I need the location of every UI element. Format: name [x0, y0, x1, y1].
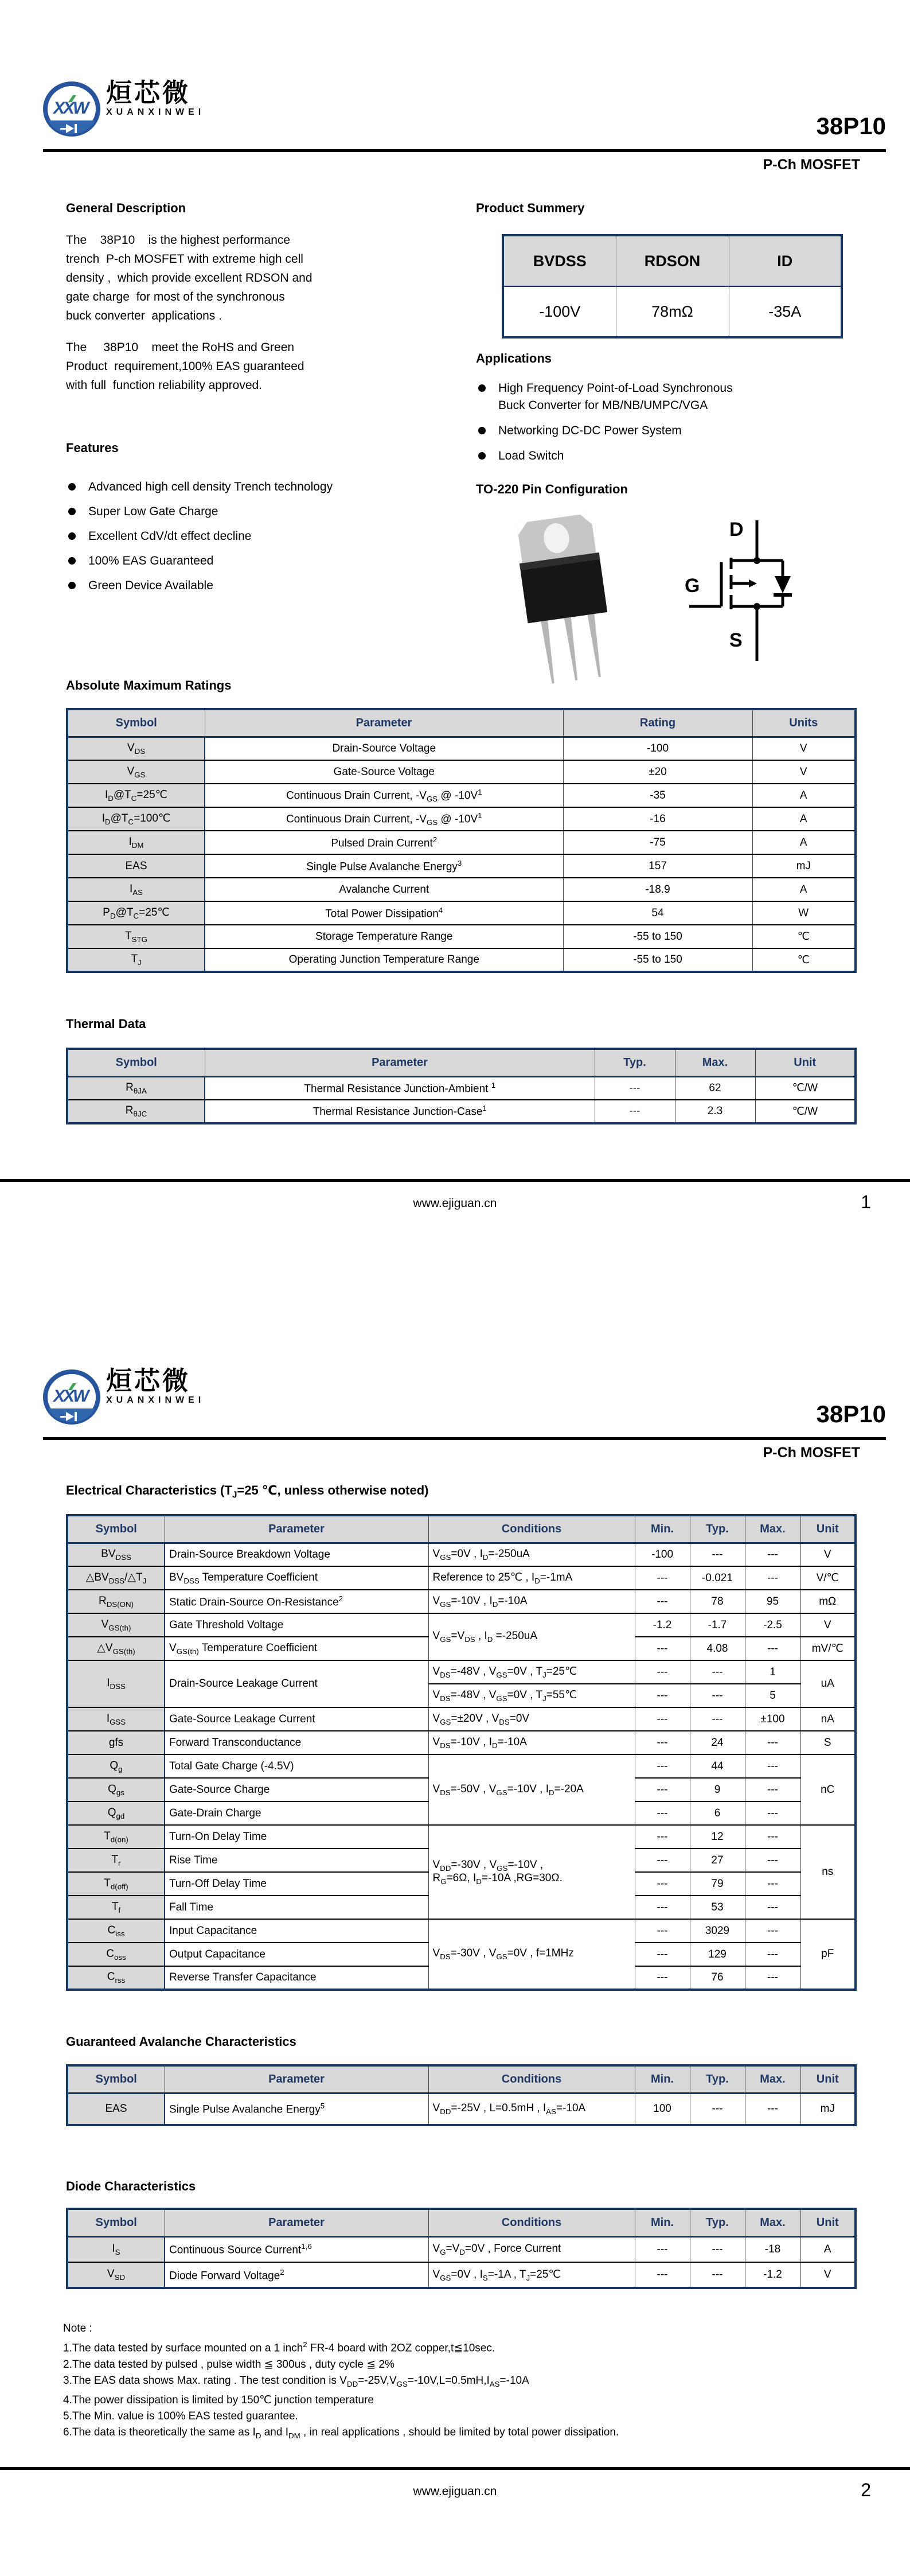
product-summary-table	[502, 234, 843, 338]
features-list	[66, 478, 413, 594]
table-header-row: Symbol Parameter Conditions Min. Typ. Max. Unit	[67, 2065, 856, 2093]
feature-item: Green Device Available	[66, 577, 413, 594]
bullet-icon	[68, 532, 76, 540]
right-column	[476, 201, 877, 667]
notes-section	[63, 2321, 877, 2443]
footer-website: www.ejiguan.cn	[413, 1197, 497, 1210]
bullet-icon	[478, 384, 486, 392]
psum-header-rdson: RDSON	[616, 235, 729, 286]
psum-header-bvdss: BVDSS	[503, 235, 616, 286]
table-row: $R_{DS(ON)}$ Static Drain-Source On-Resistance$^2$ $V_{GS}=-10V$ , $I_D=-10A$ --- 78 95 mΩ	[67, 1590, 856, 1613]
table-row: $\triangle BV_{DSS}/\triangle T_J$ $BV_{DSS}$ Temperature Coefficient Reference to 25℃ , $I_D=-1mA$ --- -0.021 --- V/℃	[67, 1566, 856, 1590]
page-2	[0, 1288, 910, 2576]
table-row: $V_{GS(th)}$ Gate Threshold Voltage $V_{GS}=V_{DS}$ , $I_D =-250uA$ -1.2 -1.7 -2.5 V	[67, 1613, 856, 1637]
table-row: gfs Forward Transconductance $V_{DS}=-10V$ , $I_D=-10A$ --- 24 --- S	[67, 1731, 856, 1754]
device-type: P-Ch MOSFET	[763, 1445, 860, 1461]
bullet-icon	[68, 508, 76, 515]
bullet-icon	[478, 452, 486, 460]
diode-title: Diode Characteristics	[66, 2179, 196, 2194]
table-row: $I_{DSS}$ Drain-Source Leakage Current $V_{DS}=-48V$ , $V_{GS}=0V$ , $T_J=25℃$ --- --- 1 uA	[67, 1660, 856, 1684]
table-row: $T_{STG}$ Storage Temperature Range -55 to 150 ℃	[67, 925, 856, 948]
brand-logo-icon	[43, 1367, 100, 1431]
psum-header-id: ID	[729, 235, 842, 286]
table-row: EAS Single Pulse Avalanche Energy$^5$ $V_{DD}=-25V$ , L=0.5mH , $I_{AS}=-10A$ 100 --- --- mJ	[67, 2093, 856, 2125]
application-item: High Frequency Point-of-Load Synchronous Buck Converter for MB/NB/UMPC/VGA	[476, 380, 877, 414]
bullet-icon	[478, 427, 486, 434]
note-item: 5.The Min. value is 100% EAS tested guarantee.	[63, 2410, 298, 2422]
applications-list	[476, 380, 877, 465]
bullet-icon	[68, 483, 76, 491]
page-number: 2	[861, 2480, 871, 2500]
table-row: $V_{DS}$ Drain-Source Voltage -100 V	[67, 737, 856, 760]
brand-logo-icon	[43, 79, 100, 143]
page-number: 1	[861, 1192, 871, 1212]
brand-name-en: XUANXINWEI	[106, 1395, 205, 1406]
abs-max-table	[66, 708, 857, 973]
table-row: $I_S$ Continuous Source Current$^{1,6}$ $V_G=V_D=0V$ , Force Current --- --- -18 A	[67, 2236, 856, 2262]
table-row: $BV_{DSS}$ Drain-Source Breakdown Voltage $V_{GS}=0V$ , $I_D=-250uA$ -100 --- --- V	[67, 1543, 856, 1566]
brand-name-cn: 烜芯微	[106, 78, 191, 107]
note-item: 6.The data is theoretically the same as $I_D$ and $I_{DM}$ , in real applications , should be limited by total power dissipation.	[63, 2426, 619, 2440]
avalanche-table	[66, 2064, 857, 2126]
logo-mark-text: XXW	[53, 1387, 88, 1406]
part-number: 38P10	[816, 112, 886, 139]
note-item: 3.The EAS data shows Max. rating . The test condition is $V_{DD}=-25V,V_{GS}=-10V,L=0.5mH,I_{AS}=-10A$	[63, 2374, 529, 2388]
table-header-row: Symbol Parameter Conditions Min. Typ. Max. Unit	[67, 2209, 856, 2236]
brand-name-en: XUANXINWEI	[106, 107, 205, 118]
table-row: $V_{DS}=-48V$ , $V_{GS}=0V$ , $T_J=55℃$ --- --- 5	[67, 1684, 856, 1707]
note-item: 1.The data tested by surface mounted on a 1 inch$^2$ FR-4 board with 2OZ copper,t≦10sec.	[63, 2340, 495, 2355]
table-header-row: Symbol Parameter Typ. Max. Unit	[67, 1049, 856, 1076]
table-row: $R_{\theta JC}$ Thermal Resistance Junction-Case$^1$ --- 2.3 ℃/W	[67, 1100, 856, 1123]
pin-config-title: TO-220 Pin Configuration	[476, 482, 628, 496]
left-column	[66, 201, 413, 667]
table-row: $I_{DM}$ Pulsed Drain Current$^2$ -75 A	[67, 831, 856, 854]
brand-logo	[43, 1367, 205, 1431]
application-item: Load Switch	[476, 448, 877, 465]
table-row: $V_{GS}$ Gate-Source Voltage ±20 V	[67, 760, 856, 784]
table-row: $T_f$ Fall Time --- 53 ---	[67, 1896, 856, 1919]
table-row: $Q_{gd}$ Gate-Drain Charge --- 6 ---	[67, 1801, 856, 1825]
table-row: $\triangle V_{GS(th)}$ $V_{GS(th)}$ Temperature Coefficient --- 4.08 --- mV/℃	[67, 1637, 856, 1660]
table-row: $C_{oss}$ Output Capacitance --- 129 ---	[67, 1943, 856, 1966]
table-row: $T_{d(on)}$ Turn-On Delay Time $V_{DD}=-30V$ , $V_{GS}=-10V$ , $R_G=6\Omega$, $I_D=-10A$ ,RG=30Ω. --- 12 --- ns	[67, 1825, 856, 1849]
pin-config-figure	[476, 512, 877, 667]
page2-header	[0, 1288, 910, 1461]
table-row: $Q_{gs}$ Gate-Source Charge --- 9 ---	[67, 1778, 856, 1801]
table-row: $C_{iss}$ Input Capacitance $V_{DS}=-30V$ , $V_{GS}=0V$ , f=1MHz --- 3029 --- pF	[67, 1919, 856, 1943]
page1-footer	[0, 1179, 910, 1211]
thermal-title: Thermal Data	[66, 1017, 146, 1031]
part-number: 38P10	[816, 1400, 886, 1427]
table-row: $I_{AS}$ Avalanche Current -18.9 A	[67, 878, 856, 901]
application-item: Networking DC-DC Power System	[476, 422, 877, 439]
logo-mark-text: XXW	[53, 99, 88, 118]
footer-rule	[0, 2467, 910, 2470]
mosfet-symbol-icon	[677, 512, 814, 672]
device-type: P-Ch MOSFET	[763, 157, 860, 173]
psum-value-id: -35A	[729, 286, 842, 337]
pin-label-g: G	[685, 575, 700, 597]
feature-item: Super Low Gate Charge	[66, 503, 413, 520]
abs-max-title: Absolute Maximum Ratings	[66, 678, 232, 692]
table-row: $I_D@T_C=100℃$ Continuous Drain Current, $-V_{GS}$ @ $-10V^1$ -16 A	[67, 807, 856, 831]
page1-header	[0, 0, 910, 173]
table-header-row: Symbol Parameter Rating Units	[67, 709, 856, 737]
bullet-icon	[68, 557, 76, 565]
header-rule	[43, 1437, 886, 1440]
table-row: $I_{GSS}$ Gate-Source Leakage Current $V_{GS}=\pm 20V$ , $V_{DS}=0V$ --- --- ±100 nA	[67, 1707, 856, 1731]
bullet-icon	[68, 582, 76, 589]
electrical-table	[66, 1514, 857, 1991]
psum-value-rdson: 78mΩ	[616, 286, 729, 337]
brand-logo	[43, 79, 205, 143]
header-rule	[43, 149, 886, 152]
table-row: $T_J$ Operating Junction Temperature Range -55 to 150 ℃	[67, 948, 856, 972]
table-row: $V_{SD}$ Diode Forward Voltage$^2$ $V_{GS}=0V$ , $I_S=-1A$ , $T_J=25℃$ --- --- -1.2 V	[67, 2262, 856, 2288]
feature-item: Advanced high cell density Trench technology	[66, 478, 413, 496]
note-item: 2.The data tested by pulsed , pulse width ≦ 300us , duty cycle ≦ 2%	[63, 2358, 395, 2371]
page2-footer	[0, 2467, 910, 2499]
table-row: $T_{d(off)}$ Turn-Off Delay Time --- 79 ---	[67, 1872, 856, 1896]
pin-label-s: S	[729, 629, 743, 651]
table-row: $P_D@T_C=25℃$ Total Power Dissipation$^4$ 54 W	[67, 901, 856, 925]
general-description-title: General Description	[66, 201, 186, 215]
diode-table	[66, 2208, 857, 2289]
feature-item: Excellent CdV/dt effect decline	[66, 528, 413, 545]
brand-name-cn: 烜芯微	[106, 1366, 191, 1395]
feature-item: 100% EAS Guaranteed	[66, 552, 413, 570]
footer-website: www.ejiguan.cn	[413, 2485, 497, 2498]
table-row: EAS Single Pulse Avalanche Energy$^3$ 157 mJ	[67, 854, 856, 878]
psum-value-bvdss: -100V	[503, 286, 616, 337]
applications-title: Applications	[476, 351, 552, 365]
notes-title: Note :	[63, 2322, 92, 2335]
table-header-row: Symbol Parameter Conditions Min. Typ. Max. Unit	[67, 1515, 856, 1543]
product-summary-title: Product Summery	[476, 201, 585, 215]
pin-label-d: D	[729, 519, 744, 540]
table-row: $C_{rss}$ Reverse Transfer Capacitance --- 76 ---	[67, 1966, 856, 1990]
avalanche-title: Guaranteed Avalanche Characteristics	[66, 2034, 296, 2049]
footer-rule	[0, 1179, 910, 1182]
table-row: $Q_g$ Total Gate Charge (-4.5V) $V_{DS}=-50V$ , $V_{GS}=-10V$ , $I_D=-20A$ --- 44 --- nC	[67, 1754, 856, 1778]
table-row: $I_D@T_C=25℃$ Continuous Drain Current, $-V_{GS}$ @ $-10V^1$ -35 A	[67, 784, 856, 807]
table-row: $T_r$ Rise Time --- 27 ---	[67, 1849, 856, 1872]
electrical-title: Electrical Characteristics ($T_J=25$ ℃, unless otherwise noted)	[66, 1483, 429, 1500]
general-description-p2: The 38P10 meet the RoHS and Green Product requirement,100% EAS guaranteed with full function reliability approved.	[66, 341, 304, 392]
thermal-table	[66, 1048, 857, 1124]
table-row: $R_{\theta JA}$ Thermal Resistance Junction-Ambient $^1$ --- 62 ℃/W	[67, 1076, 856, 1100]
to220-package-icon	[493, 512, 636, 684]
features-title: Features	[66, 441, 119, 455]
general-description-p1: The 38P10 is the highest performance trench P-ch MOSFET with extreme high cell density , which provide excellent RDSON and gate charge for most of the synchronous buck converter applications .	[66, 234, 313, 322]
note-item: 4.The power dissipation is limited by 150℃ junction temperature	[63, 2394, 374, 2406]
